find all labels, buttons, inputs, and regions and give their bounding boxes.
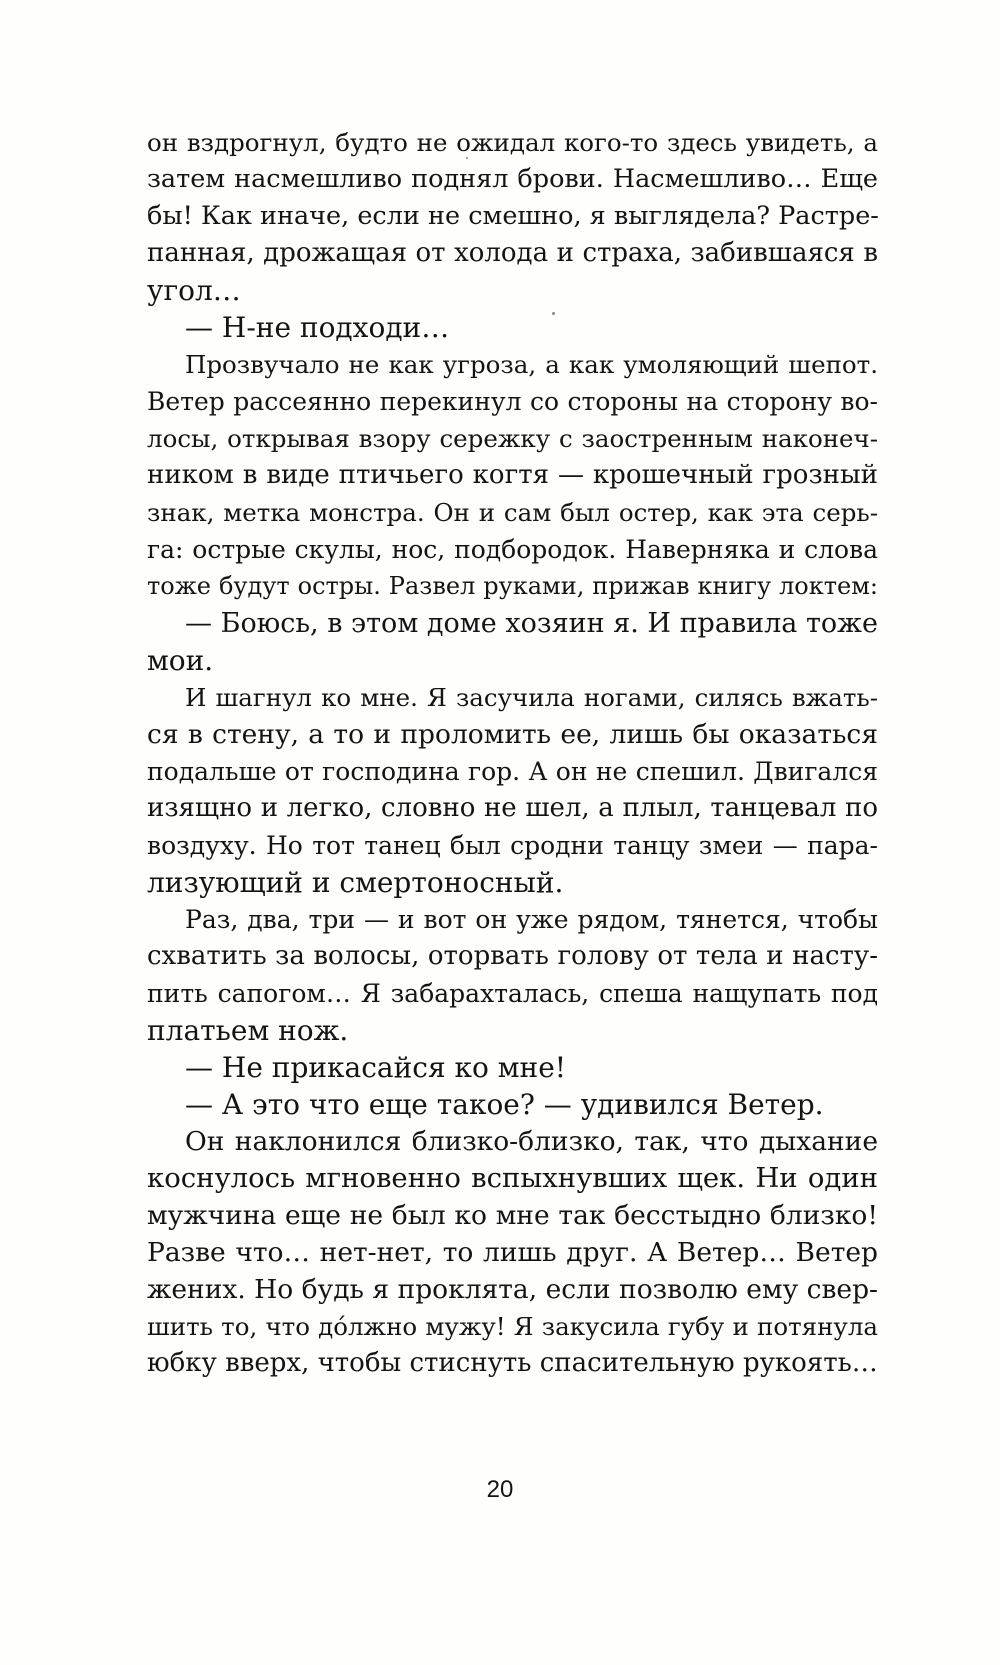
text-line: панная, дрожащая от холода и страха, забившаяся в [147, 238, 878, 268]
text-line: шить то, что до́лжно мужу! Я закусила губу и потянула [147, 1312, 878, 1341]
text-line: ником в виде птичьего когтя — крошечный грозный [147, 460, 878, 490]
text-line: Он наклонился близко-близко, так, что дыхание [185, 1126, 878, 1157]
text-line: ся в стену, а то и проломить ее, лишь бы оказаться [147, 719, 878, 750]
text-line: юбку вверх, чтобы стиснуть спасительную рукоять… [147, 1348, 878, 1378]
text-line: он вздрогнул, будто не ожидал кого-то здесь увидеть, а [147, 128, 878, 157]
text-line: воздуху. Но тот танец был сродни танцу змеи — пара- [147, 831, 878, 860]
scan-speck [552, 312, 555, 315]
text-line: Разве что… нет-нет, то лишь друг. А Ветер… Ветер [147, 1237, 878, 1268]
text-line: платьем нож. [147, 1014, 349, 1047]
text-line: — А это что еще такое? — удивился Ветер. [185, 1088, 824, 1121]
text-line: тоже будут остры. Развел руками, прижав книгу локтем: [147, 572, 878, 600]
text-line: мои. [147, 644, 214, 677]
text-line: Раз, два, три — и вот он уже рядом, тянется, чтобы [185, 905, 878, 934]
page-number: 20 [486, 1476, 514, 1503]
text-line: га: острые скулы, нос, подбородок. Наверняка и слова [147, 535, 878, 564]
text-line: знак, метка монстра. Он и сам был остер, как эта серь- [147, 498, 878, 527]
text-line: подальше от господина гор. А он не спешил. Двигался [147, 757, 878, 786]
scan-speck [466, 157, 468, 159]
text-line: — Боюсь, в этом доме хозяин я. И правила тоже [185, 608, 878, 639]
text-line: Ветер рассеянно перекинул со стороны на сторону во- [147, 387, 878, 416]
text-line: — Н-не подходи… [185, 311, 450, 344]
text-line: И шагнул ко мне. Я засучила ногами, силясь вжать- [185, 683, 878, 712]
text-line: мужчина еще не был ко мне так бесстыдно близко! [147, 1200, 878, 1231]
text-line: Прозвучало не как угроза, а как умоляющий шепот. [185, 350, 878, 379]
text-line: — Не прикасайся ко мне! [185, 1051, 567, 1084]
text-line: коснулось мгновенно вспыхнувших щек. Ни один [147, 1162, 878, 1194]
text-line: лизующий и смертоносный. [147, 866, 564, 899]
text-line: пить сапогом… Я забарахталась, спеша нащупать под [147, 979, 878, 1008]
body-text [147, 124, 878, 1382]
text-line: затем насмешливо поднял брови. Насмешливо… Еще [147, 164, 878, 194]
text-line: угол… [147, 274, 241, 307]
text-line: бы! Как иначе, если не смешно, я выглядела? Растре- [147, 201, 879, 231]
text-line: изящно и легко, словно не шел, а плыл, танцевал по [147, 793, 878, 823]
text-line: схватить за волосы, оторвать голову от тела и насту- [147, 941, 878, 971]
text-line: лосы, открывая взору сережку с заостренным наконеч- [147, 424, 878, 453]
text-line: жених. Но будь я проклята, если позволю ему свер- [147, 1274, 878, 1305]
